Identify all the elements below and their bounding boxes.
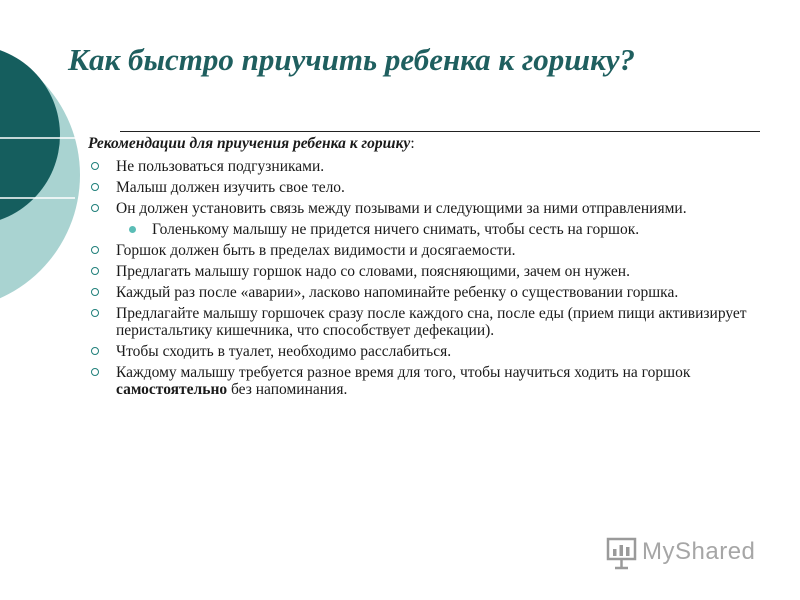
list-item-text: Предлагать малышу горшок надо со словами, поясняющими, зачем он нужен. <box>116 263 630 280</box>
list-item-text: Чтобы сходить в туалет, необходимо расслабиться. <box>116 343 452 360</box>
list-item <box>88 364 778 398</box>
list-item-text: Малыш должен изучить свое тело. <box>116 179 345 196</box>
intro-line <box>88 135 778 152</box>
list-item <box>88 158 778 175</box>
list-item <box>88 343 778 360</box>
watermark-text: MyShared <box>642 538 756 565</box>
list-item-text: Горшок должен быть в пределах видимости и досягаемости. <box>116 242 516 259</box>
list-item-text: Он должен установить связь между позывами и следующими за ними отправлениями. <box>116 200 687 217</box>
intro-colon: : <box>410 135 415 152</box>
text-segment: без напоминания. <box>227 381 348 398</box>
ring-bullet-icon <box>91 183 99 191</box>
slide-content <box>88 135 778 402</box>
ring-bullet-icon <box>91 204 99 212</box>
list-item <box>88 305 778 339</box>
title-divider <box>120 131 760 132</box>
text-segment: Каждому малышу требуется разное время для того, чтобы научиться ходить на горшок <box>116 364 691 381</box>
ring-bullet-icon <box>91 162 99 170</box>
ring-bullet-icon <box>91 309 99 317</box>
list-item-text: Голенькому малышу не придется ничего снимать, чтобы сесть на горшок. <box>152 221 640 238</box>
ring-bullet-icon <box>91 267 99 275</box>
list-item <box>88 284 778 301</box>
ring-bullet-icon <box>91 368 99 376</box>
ring-bullet-icon <box>91 347 99 355</box>
bold-emphasis: самостоятельно <box>116 381 228 398</box>
list-item-text: Каждый раз после «аварии», ласково напоминайте ребенку о существовании горшка. <box>116 284 679 301</box>
intro-label: Рекомендации для приучения ребенка к горшку <box>88 135 411 152</box>
list-item <box>88 263 778 280</box>
presentation-board-icon <box>606 536 638 570</box>
list-item <box>88 179 778 196</box>
list-item <box>88 242 778 259</box>
list-item <box>88 200 778 217</box>
slide-title: Как быстро приучить ребенка к горшку? <box>68 42 636 77</box>
list-item-text: Предлагайте малышу горшочек сразу после каждого сна, после еды (прием пищи активизирует перистальтику кишечника, что способствует дефекации). <box>116 305 747 339</box>
ring-bullet-icon <box>91 246 99 254</box>
list-item-text: Не пользоваться подгузниками. <box>116 158 325 175</box>
watermark-logo[interactable] <box>606 536 766 570</box>
list-item-text <box>116 364 690 398</box>
sub-list-item <box>88 221 778 238</box>
dot-bullet-icon <box>129 226 136 233</box>
recommendation-list <box>88 158 778 398</box>
ring-bullet-icon <box>91 288 99 296</box>
